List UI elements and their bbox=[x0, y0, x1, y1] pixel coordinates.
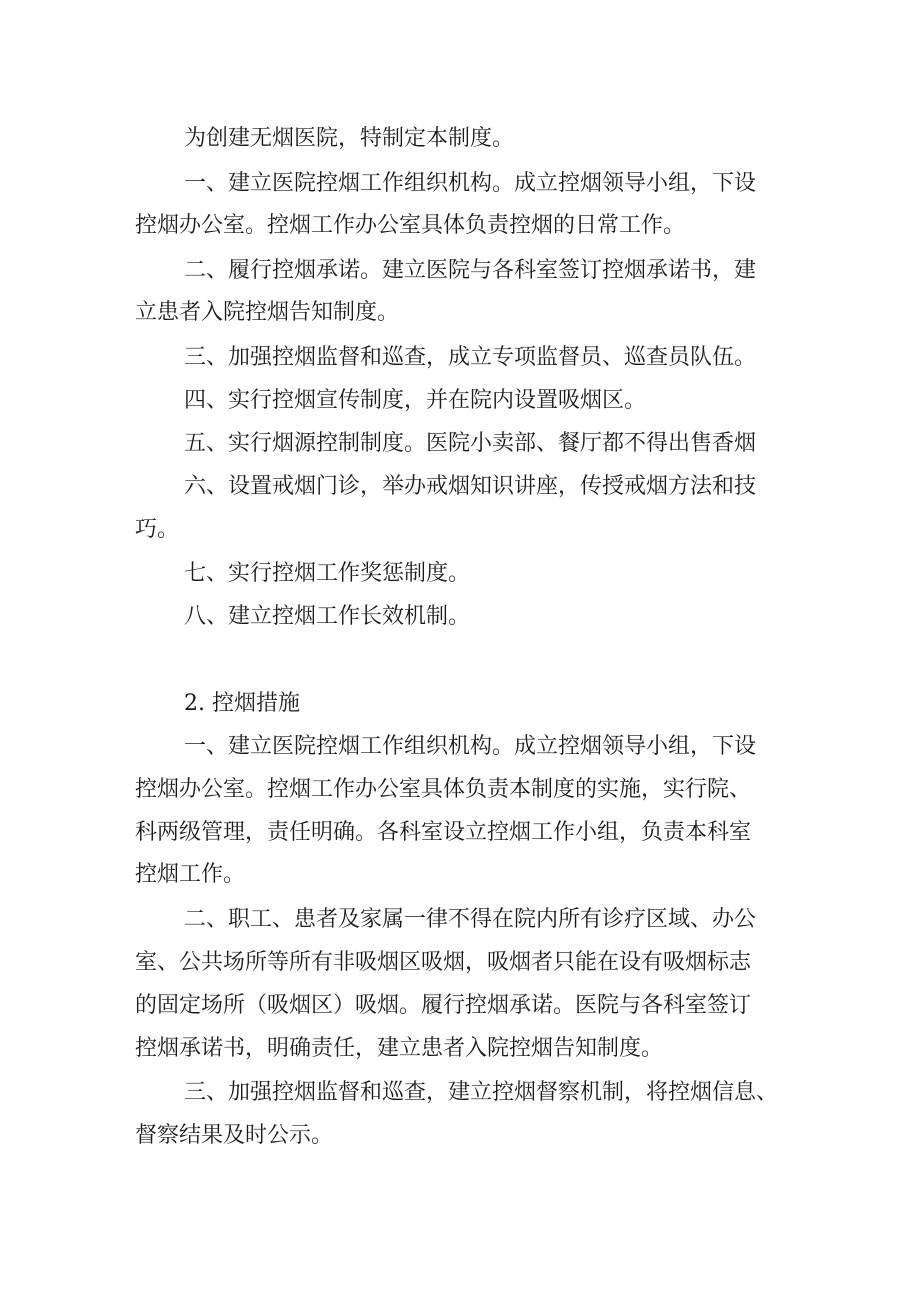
paragraph-line: 控烟办公室。控烟工作办公室具体负责控烟的日常工作。 bbox=[135, 213, 686, 238]
paragraph-line: 科两级管理，责任明确。各科室设立控烟工作小组，负责本科室 bbox=[135, 820, 752, 845]
paragraph-line: 控烟承诺书，明确责任，建立患者入院控烟告知制度。 bbox=[135, 1036, 664, 1061]
paragraph-line: 三、加强控烟监督和巡查，成立专项监督员、巡查员队伍。 bbox=[184, 345, 757, 370]
paragraph-line: 五、实行烟源控制制度。医院小卖部、餐厅都不得出售香烟 bbox=[184, 431, 757, 456]
paragraph-line: 的固定场所（吸烟区）吸烟。履行控烟承诺。医院与各科室签订 bbox=[135, 993, 752, 1018]
paragraph-line: 立患者入院控烟告知制度。 bbox=[135, 300, 400, 325]
paragraph-line: 四、实行控烟宣传制度，并在院内设置吸烟区。 bbox=[184, 388, 647, 413]
paragraph-line: 一、建立医院控烟工作组织机构。成立控烟领导小组，下设 bbox=[184, 734, 757, 759]
paragraph-line: 六、设置戒烟门诊，举办戒烟知识讲座，传授戒烟方法和技 bbox=[184, 474, 757, 499]
intro-paragraph: 为创建无烟医院，特制定本制度。 bbox=[184, 126, 515, 151]
paragraph-line: 一、建立医院控烟工作组织机构。成立控烟领导小组，下设 bbox=[184, 171, 757, 196]
paragraph-line: 室、公共场所等所有非吸烟区吸烟，吸烟者只能在设有吸烟标志 bbox=[135, 950, 752, 975]
paragraph-line: 二、履行控烟承诺。建立医院与各科室签订控烟承诺书，建 bbox=[184, 258, 757, 283]
paragraph-line: 七、实行控烟工作奖惩制度。 bbox=[184, 561, 471, 586]
paragraph-line: 巧。 bbox=[135, 517, 180, 542]
section-heading: 2. 控烟措施 bbox=[184, 691, 300, 716]
paragraph-line: 控烟办公室。控烟工作办公室具体负责本制度的实施，实行院、 bbox=[135, 777, 752, 802]
paragraph-line: 督察结果及时公示。 bbox=[135, 1123, 334, 1148]
paragraph-line: 三、加强控烟监督和巡查，建立控烟督察机制，将控烟信息、 bbox=[184, 1080, 779, 1105]
paragraph-line: 二、职工、患者及家属一律不得在院内所有诊疗区域、办公 bbox=[184, 907, 757, 932]
paragraph-line: 控烟工作。 bbox=[135, 862, 246, 887]
paragraph-line: 八、建立控烟工作长效机制。 bbox=[184, 604, 471, 629]
